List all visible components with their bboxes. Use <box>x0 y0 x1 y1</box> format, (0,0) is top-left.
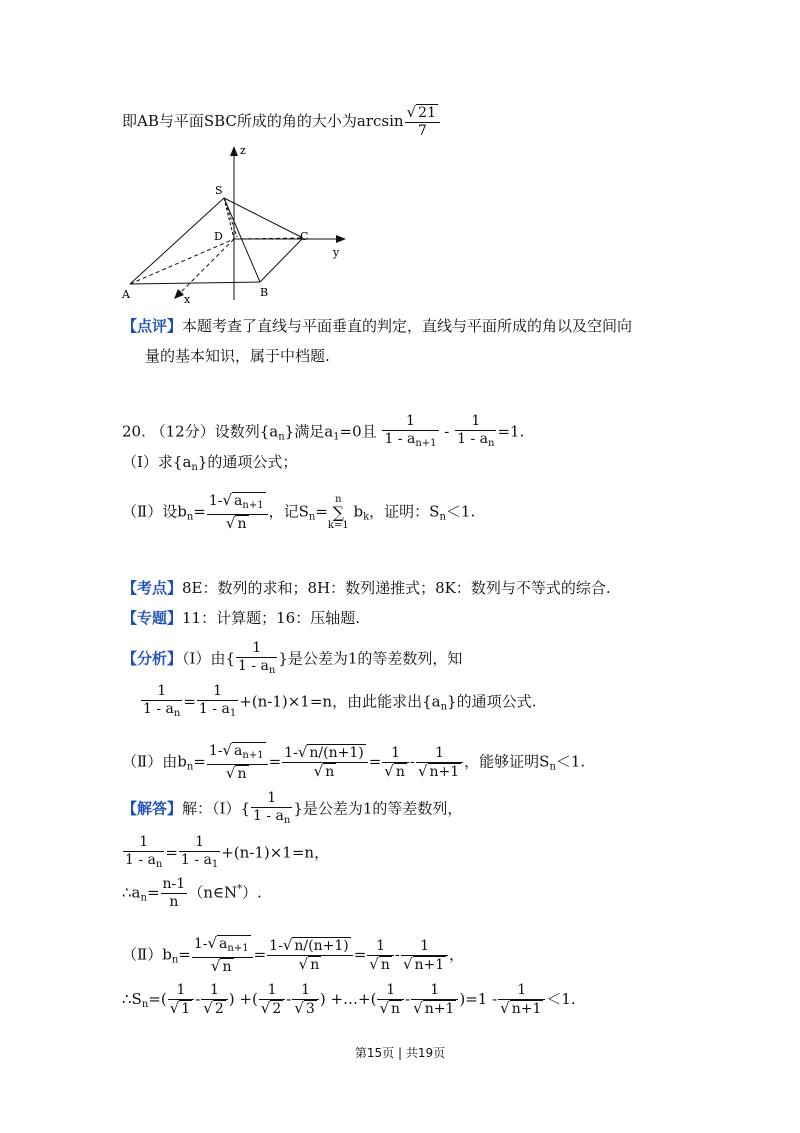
point-a-label: A <box>122 288 130 301</box>
x-axis-label: x <box>184 293 191 306</box>
pyramid-figure <box>118 140 358 310</box>
problem-20-statement: 20. （12分）设数列$\{a_n\}$满足$a_1=0$且 $\frac{1}{1 - a_{n+1}}$ - $\frac{1}{1 - a_n}$ =1. <box>122 413 525 449</box>
point-d-label: D <box>214 230 223 243</box>
problem-part2: （Ⅱ）设$b_n=$ $\frac{1-√ a_{n+1}}{√ n}$ ，记$S_n=n$ ∑ k=1 $b_k$，证明：$S_n<1$. <box>122 491 476 532</box>
dianping-line1: 【点评】本题考查了直线与平面垂直的判定，直线与平面所成的角以及空间向 <box>122 317 633 335</box>
point-c-label: C <box>300 230 309 243</box>
angle-result-line: 即AB与平面SBC所成的角的大小为arcsin $\frac{√ 21}{7}$ <box>122 104 441 140</box>
jieda-line2: $\frac{1}{1 - a_n}$ = $\frac{1}{1 - a_1}$ +(n-1)×1=n， <box>125 834 330 870</box>
zhuanti-line: 【专题】11：计算题；16：压轴题. <box>122 609 360 627</box>
jieda-line3: $\therefore a_n=$ $\frac{n-1}{n}$ （n∈N*）. <box>122 876 262 910</box>
fenxi-line3: （Ⅱ）由$b_n=$ $\frac{1-√ a_{n+1}}{√ n}$ = $\frac{1-√ n/(n+1)}{√ n}$ = $\frac{1}{√ n}$ - $\frac{1}{√ n+1}$ ，能够证明$S_n<1$. <box>122 741 586 782</box>
y-axis-label: y <box>333 246 340 259</box>
page-footer: 第15页 | 共19页 <box>354 1046 446 1060</box>
point-b-label: B <box>260 286 269 299</box>
sqrt21-over-7: $\frac{√ 21}{7}$ <box>405 104 440 140</box>
jieda-line4: $(Ⅱ)b_n=$ $\frac{1-√ a_{n+1}}{√ n}$ = $\frac{1-√ n/(n+1)}{√ n}$ = $\frac{1}{√ n}$ - $\frac{1}{√ n+1}$ ， <box>122 934 465 975</box>
z-axis-label: z <box>240 144 246 157</box>
kaodian-line: 【考点】8E：数列的求和；8H：数列递推式；8K：数列与不等式的综合. <box>122 579 611 597</box>
fenxi-line2: $\frac{1}{1 - a_n}$ = $\frac{1}{1 - a_1}$ +(n-1)×1=n，由此能求出$\{a_n\}$的通项公式. <box>143 683 537 719</box>
jieda-line1: 【解答】解：（Ⅰ）{ $\frac{1}{1 - a_n}$ }是公差为1的等差数列， <box>122 790 463 826</box>
dianping-line2: 量的基本知识，属于中档题. <box>145 347 330 365</box>
fenxi-line1: 【分析】（Ⅰ）由{ $\frac{1}{1 - a_n}$ }是公差为1的等差数列，知 <box>122 640 463 676</box>
jieda-line5: $\therefore S_n=$( $\frac{1}{√ 1}$ - $\frac{1}{√ 2}$ ) +( $\frac{1}{√ 2}$ - $\frac{1}{√ 3}$ ) +…+( $\frac{1}{√ n}$ - $\frac{1}{√ n+1}$ )=1 - $\frac{1}{√ n+1}$ ＜1. <box>122 982 576 1017</box>
point-s-label: S <box>215 184 223 197</box>
problem-part1: （Ⅰ）求$\{a_n\}$的通项公式； <box>122 453 298 473</box>
